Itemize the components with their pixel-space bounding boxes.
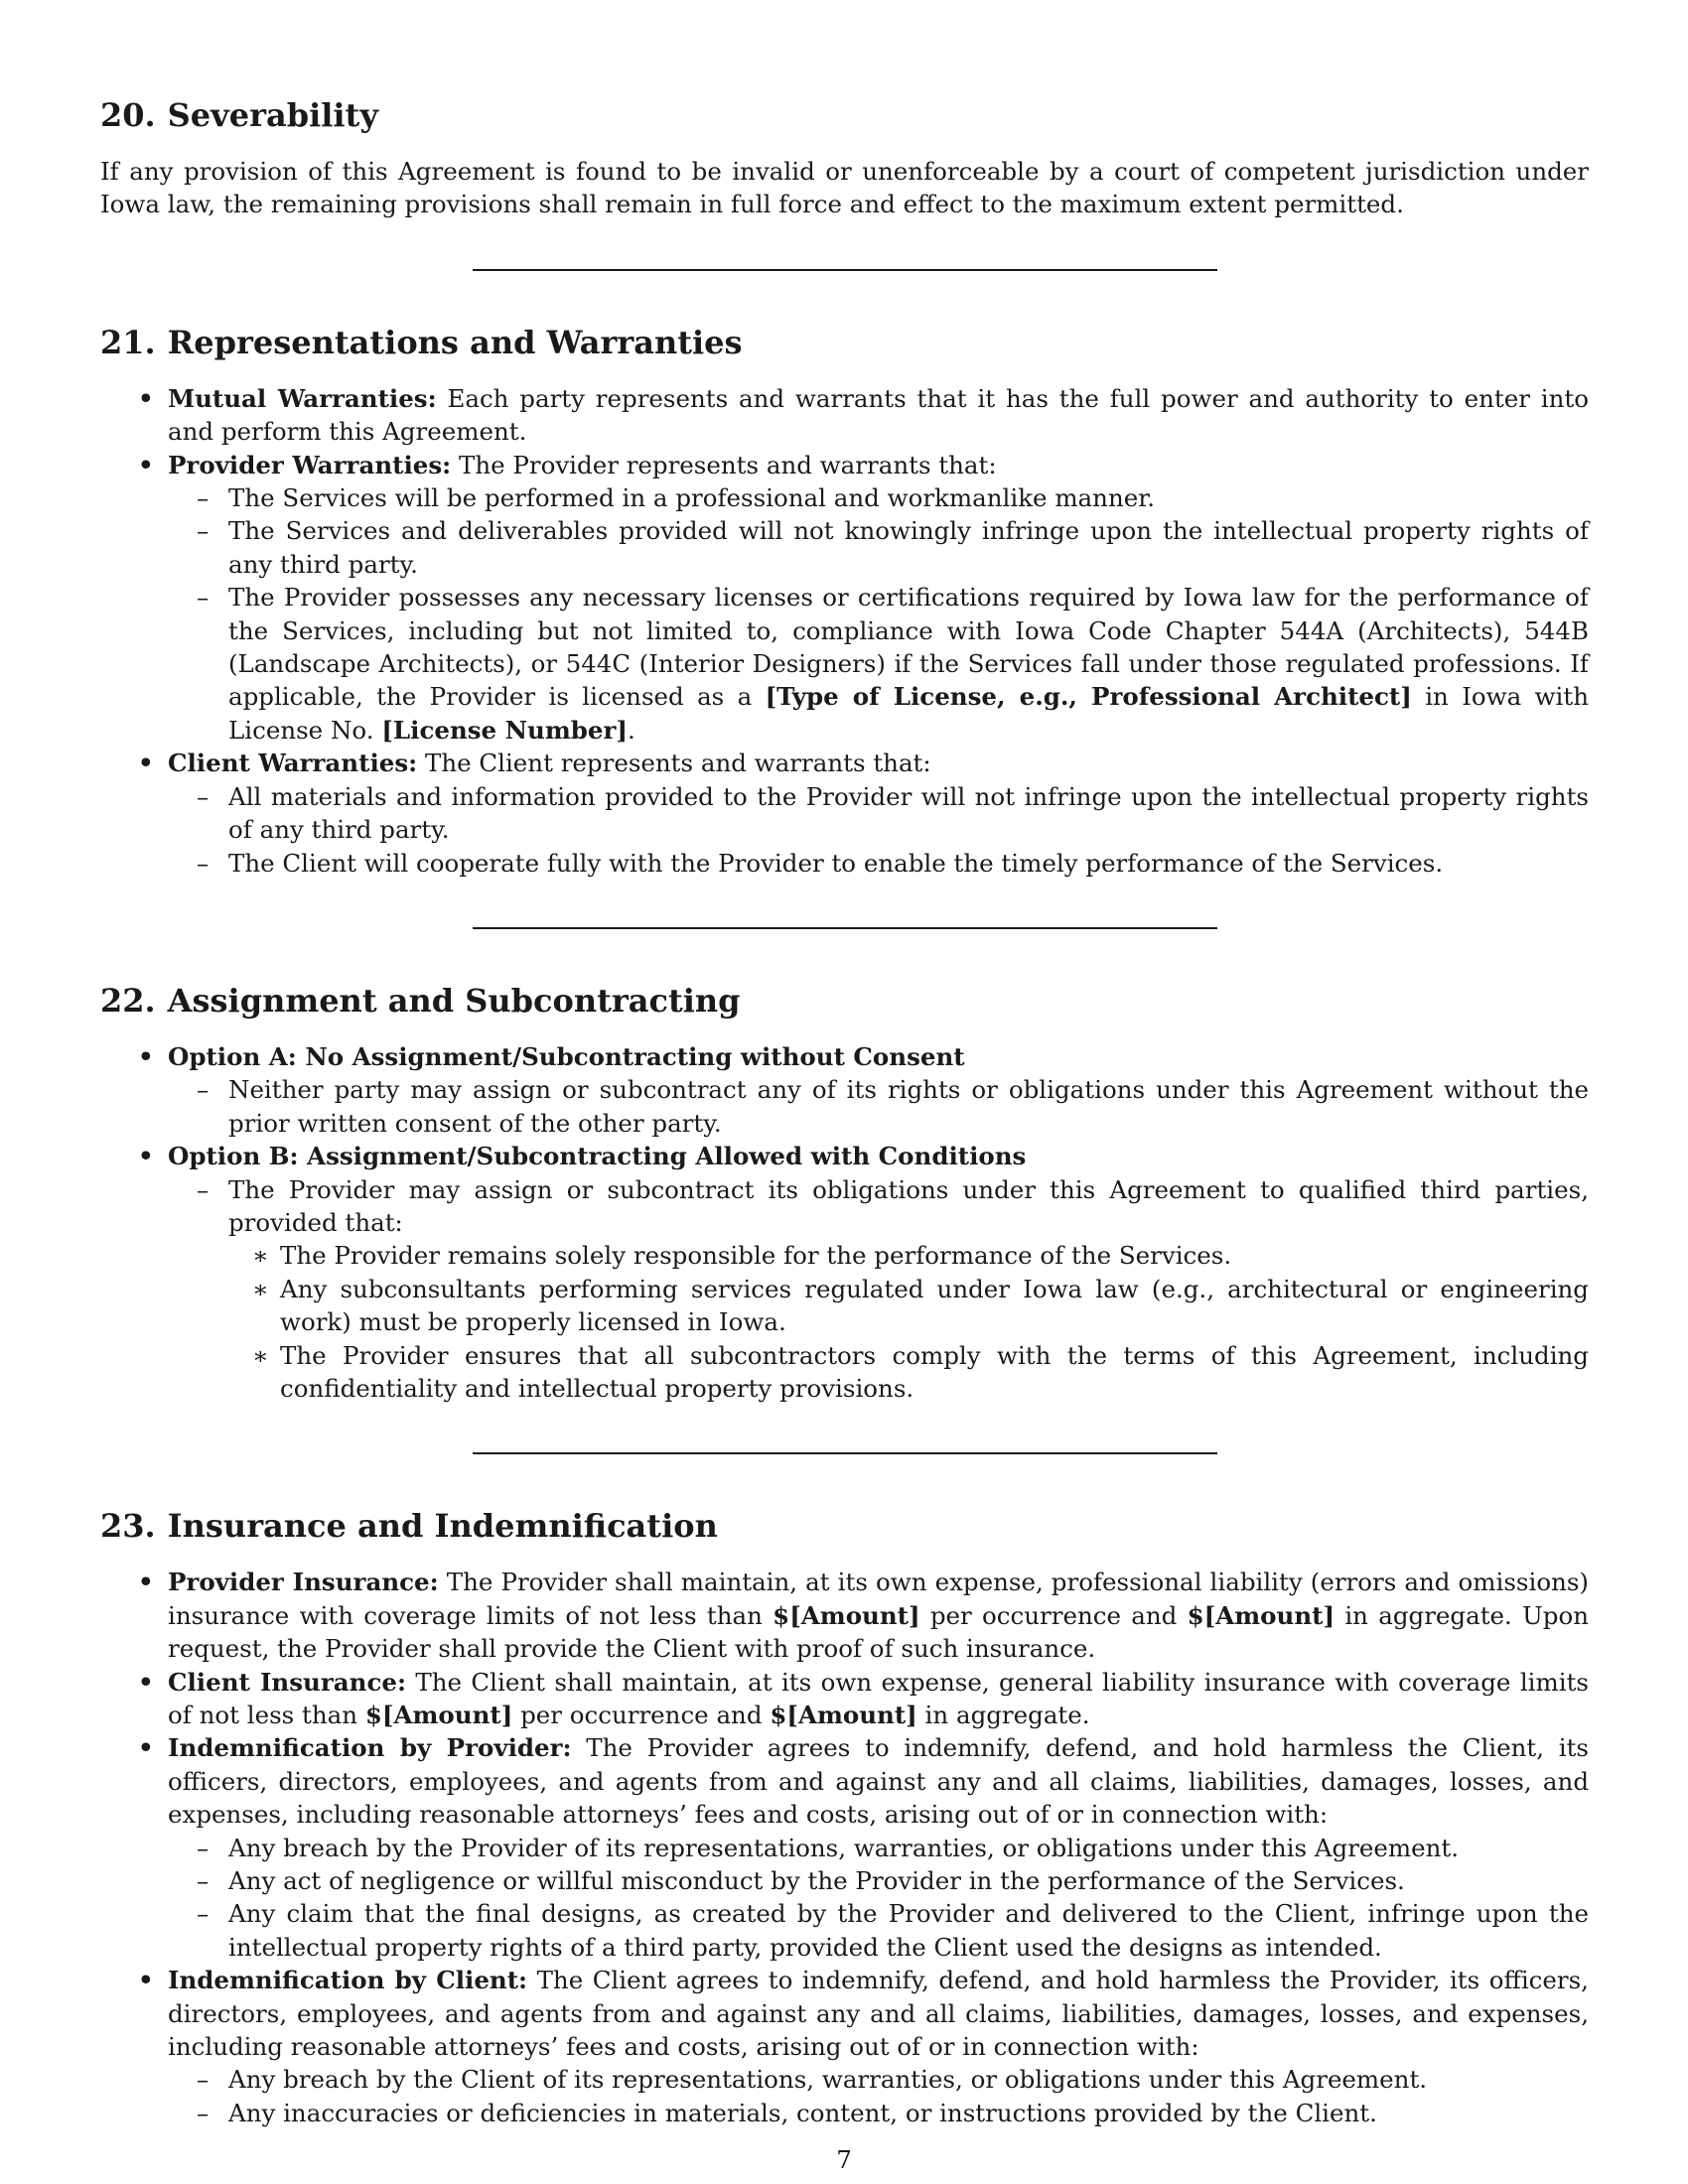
list-item: ∗ The Provider ensures that all subcontractors comply with the terms of this Agreement, including confidentiality and intellectual property provisions. (252, 1340, 1589, 1403)
list-item: – Any inaccuracies or deficiencies in materials, content, or instructions provided by the Client. (168, 2097, 1589, 2129)
dash-glyph: – (197, 781, 210, 811)
sub-list (168, 1173, 1589, 1406)
bullet-glyph: • (138, 1568, 154, 1597)
dash-glyph: – (197, 2065, 210, 2095)
sub-sub-list (228, 1239, 1589, 1405)
dash-glyph: – (197, 483, 210, 513)
page-number: 7 (836, 2145, 852, 2174)
list-item: • Client Warranties: The Client represents and warrants that: – All materials and information provided to the Provider will not infringe upon the intellectual property rights of any third party. – The Client will cooperate fully with the Provider to enable the timely performance of the Services. (100, 747, 1589, 880)
section-severability (100, 95, 1589, 221)
dash-glyph: – (197, 2098, 210, 2127)
list-item: • Client Insurance: The Client shall maintain, at its own expense, general liability insurance with coverage limits of not less than $[Amount] per occurrence and $[Amount] in aggregate. (138, 1667, 1589, 1729)
asterisk-glyph: ∗ (252, 1340, 269, 1370)
amount-placeholder: $[Amount] (773, 1600, 920, 1630)
dash-glyph: – (197, 848, 210, 878)
dash-glyph: – (197, 1075, 210, 1105)
dash-glyph: – (197, 583, 210, 613)
license-type-placeholder: [Type of License, e.g., Professional Architect] (765, 682, 1412, 712)
list-item: – Any breach by the Client of its representations, warranties, or obligations under this Agreement. (168, 2063, 1589, 2096)
list-item: • Mutual Warranties: Each party represents and warrants that it has the full power and authority to enter into and perform this Agreement. (138, 383, 1589, 447)
sub-list (168, 780, 1589, 880)
list-item: • Option B: Assignment/Subcontracting Allowed with Conditions – The Provider may assign or subcontract its obligations under this Agreement to qualified third parties, provided that: ∗ The Provider remains solely responsible for the performance of the Services. ∗ Any subconsultants performing services regulated under Iowa law (e.g., architectural or engineering work) must be properly licensed in Iowa. ∗ The Provider ensures that all subcontractors comply with the terms of this Agreement, including confidentiality and intellectual property provisions. (100, 1140, 1589, 1405)
dash-glyph: – (197, 1866, 210, 1896)
list-item: ∗ Any subconsultants performing services regulated under Iowa law (e.g., architectural or engineering work) must be properly licensed in Iowa. (252, 1274, 1589, 1337)
dash-glyph: – (197, 1833, 210, 1862)
amount-placeholder: $[Amount] (770, 1701, 917, 1729)
section-divider (473, 269, 1217, 271)
bullet-glyph: • (138, 1733, 154, 1763)
section-representations-warranties (100, 323, 1589, 880)
bullet-list (100, 382, 1589, 880)
asterisk-glyph: ∗ (252, 1274, 269, 1303)
list-item: – Neither party may assign or subcontract any of its rights or obligations under this Agreement without the prior written consent of the other party. (197, 1075, 1589, 1138)
section-heading: 22. Assignment and Subcontracting (100, 981, 741, 1020)
license-number-placeholder: [License Number] (381, 715, 629, 745)
bullet-glyph: • (138, 1966, 154, 1995)
list-item: ∗ The Provider remains solely responsible for the performance of the Services. (228, 1239, 1589, 1272)
list-item: – The Services will be performed in a professional and workmanlike manner. (168, 481, 1589, 514)
bullet-glyph: • (138, 450, 154, 479)
list-item: – All materials and information provided to the Provider will not infringe upon the intellectual property rights of any third party. (197, 781, 1589, 845)
list-item: • Indemnification by Provider: The Provider agrees to indemnify, defend, and hold harmless the Client, its officers, directors, employees, and agents from and against any and all claims, liabilities, damages, losses, and expenses, including reasonable attorneys’ fees and costs, arising out of or in connection with: – Any breach by the Provider of its representations, warranties, or obligations under this Agreement. – Any act of negligence or willful misconduct by the Provider in the performance of the Services. – Any claim that the final designs, as created by the Provider and delivered to the Client, infringe upon the intellectual property rights of a third party, provided the Client used the designs as intended. (100, 1731, 1589, 1964)
sub-list (168, 1073, 1589, 1140)
dash-glyph: – (197, 1899, 210, 1929)
list-item: • Provider Warranties: The Provider represents and warrants that: – The Services will be performed in a professional and workmanlike manner. – The Services and deliverables provided will not knowingly infringe upon the intellectual property rights of any third party. – The Provider possesses any necessary licenses or certifications required by Iowa law for the performance of the Services, including but not limited to, compliance with Iowa Code Chapter 544A (Architects), 544B (Landscape Architects), or 544C (Interior Designers) if the Services fall under those regulated professions. If applicable, the Provider is licensed as a [Type of License, e.g., Professional Architect] in Iowa with License No. [License Number]. (100, 449, 1589, 748)
list-item: – The Provider may assign or subcontract its obligations under this Agreement to qualified third parties, provided that: ∗ The Provider remains solely responsible for the performance of the Services. ∗ Any subconsultants performing services regulated under Iowa law (e.g., architectural or engineering work) must be properly licensed in Iowa. ∗ The Provider ensures that all subcontractors comply with the terms of this Agreement, including confidentiality and intellectual property provisions. (168, 1173, 1589, 1406)
section-divider (473, 1452, 1217, 1454)
list-item: – The Provider possesses any necessary licenses or certifications required by Iowa law for the performance of the Services, including but not limited to, compliance with Iowa Code Chapter 544A (Architects), 544B (Landscape Architects), or 544C (Interior Designers) if the Services fall under those regulated professions. If applicable, the Provider is licensed as a [Type of License, e.g., Professional Architect] in Iowa with License No. [License Number]. (197, 583, 1589, 745)
bullet-glyph: • (138, 1667, 154, 1697)
section-heading: 21. Representations and Warranties (100, 323, 743, 361)
section-divider (473, 927, 1217, 929)
sub-list (168, 481, 1589, 747)
section-assignment-subcontracting (100, 981, 1589, 1405)
dash-glyph: – (197, 516, 210, 546)
list-item: • Option A: No Assignment/Subcontracting without Consent – Neither party may assign or subcontract any of its rights or obligations under this Agreement without the prior written consent of the other party. (100, 1040, 1589, 1140)
asterisk-glyph: ∗ (252, 1241, 269, 1271)
bullet-glyph: • (138, 1041, 154, 1071)
bullet-list (100, 1040, 1589, 1405)
section-insurance-indemnification (100, 1506, 1589, 2129)
list-item: • Indemnification by Client: The Client agrees to indemnify, defend, and hold harmless the Provider, its officers, directors, employees, and agents from and against any and all claims, liabilities, damages, losses, and expenses, including reasonable attorneys’ fees and costs, arising out of or in connection with: – Any breach by the Client of its representations, warranties, or obligations under this Agreement. – Any inaccuracies or deficiencies in materials, content, or instructions provided by the Client. (100, 1964, 1589, 2129)
amount-placeholder: $[Amount] (364, 1701, 513, 1729)
sub-list (168, 1832, 1589, 1965)
amount-placeholder: $[Amount] (1187, 1600, 1336, 1630)
list-item: – Any act of negligence or willful misconduct by the Provider in the performance of the Services. (168, 1864, 1589, 1897)
bullet-glyph: • (138, 1142, 154, 1171)
sub-list (168, 2063, 1589, 2129)
bullet-list (100, 1566, 1589, 2129)
document-page (100, 95, 1589, 2129)
list-item: – The Client will cooperate fully with the Provider to enable the timely performance of the Services. (168, 847, 1589, 880)
list-item: – Any claim that the final designs, as created by the Provider and delivered to the Client, infringe upon the intellectual property rights of a third party, provided the Client used the designs as intended. (197, 1899, 1589, 1962)
list-item: – Any breach by the Provider of its representations, warranties, or obligations under this Agreement. (168, 1832, 1589, 1864)
bullet-glyph: • (138, 749, 154, 778)
section-body: If any provision of this Agreement is found to be invalid or unenforceable by a court of competent jurisdiction under Iowa law, the remaining provisions shall remain in full force and effect to the maximum extent permitted. (100, 157, 1589, 219)
list-item: • Provider Insurance: The Provider shall maintain, at its own expense, professional liability (errors and omissions) insurance with coverage limits of not less than $[Amount] per occurrence and $[Amount] in aggregate. Upon request, the Provider shall provide the Client with proof of such insurance. (138, 1568, 1589, 1664)
list-item: – The Services and deliverables provided will not knowingly infringe upon the intellectual property rights of any third party. (197, 516, 1589, 579)
section-heading: 20. Severability (100, 96, 378, 134)
bullet-glyph: • (138, 383, 154, 413)
dash-glyph: – (197, 1174, 210, 1204)
section-heading: 23. Insurance and Indemnification (100, 1507, 718, 1546)
